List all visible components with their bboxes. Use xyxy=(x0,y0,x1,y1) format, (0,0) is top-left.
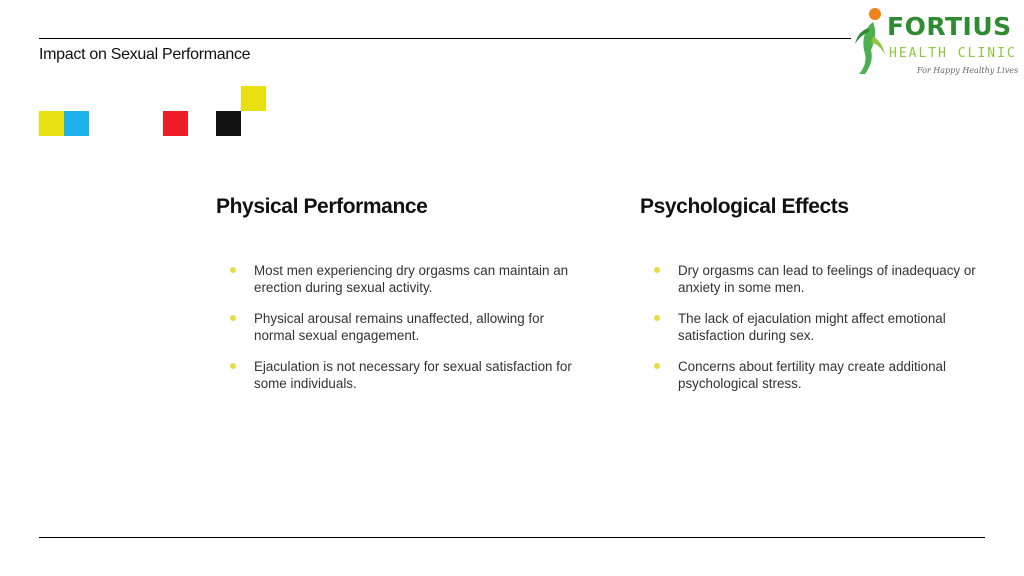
bullet-list xyxy=(640,262,1000,392)
slide-title: Impact on Sexual Performance xyxy=(39,46,251,63)
clinic-logo xyxy=(853,4,1021,82)
bullet-dot-icon xyxy=(654,363,660,369)
bullet-text: Most men experiencing dry orgasms can maintain an erection during sexual activity. xyxy=(254,263,569,295)
bullet-dot-icon xyxy=(230,315,236,321)
bullet-text: Physical arousal remains unaffected, allowing for normal sexual engagement. xyxy=(254,311,545,343)
top-divider xyxy=(39,38,851,39)
bullet-text: Dry orgasms can lead to feelings of inadequacy or anxiety in some men. xyxy=(678,263,976,295)
column-heading: Psychological Effects xyxy=(640,195,849,218)
logo-brand: FORTIUS xyxy=(887,12,1012,41)
bullet-list xyxy=(216,262,576,392)
psychological-effects-column xyxy=(640,192,1000,406)
column-heading: Physical Performance xyxy=(216,195,428,218)
bullet-dot-icon xyxy=(654,267,660,273)
logo-subtitle: HEALTH CLINIC xyxy=(889,46,1017,61)
decor-square-red xyxy=(163,111,188,136)
list-item xyxy=(640,262,998,296)
bottom-divider xyxy=(39,537,985,538)
bullet-text: The lack of ejaculation might affect emotional satisfaction during sex. xyxy=(678,311,946,343)
bullet-dot-icon xyxy=(230,267,236,273)
list-item xyxy=(640,358,998,392)
list-item xyxy=(640,310,998,344)
decor-square-yellow-raised xyxy=(241,86,266,111)
bullet-text: Concerns about fertility may create additional psychological stress. xyxy=(678,359,946,391)
decor-square-black xyxy=(216,111,241,136)
runner-figure-icon xyxy=(853,6,889,76)
list-item xyxy=(216,262,574,296)
list-item xyxy=(216,310,574,344)
bullet-text: Ejaculation is not necessary for sexual satisfaction for some individuals. xyxy=(254,359,572,391)
bullet-dot-icon xyxy=(230,363,236,369)
list-item xyxy=(216,358,574,392)
logo-tagline: For Happy Healthy Lives xyxy=(917,66,1019,75)
decor-square-yellow xyxy=(39,111,64,136)
decor-square-blue xyxy=(64,111,89,136)
bullet-dot-icon xyxy=(654,315,660,321)
physical-performance-column xyxy=(216,192,576,406)
